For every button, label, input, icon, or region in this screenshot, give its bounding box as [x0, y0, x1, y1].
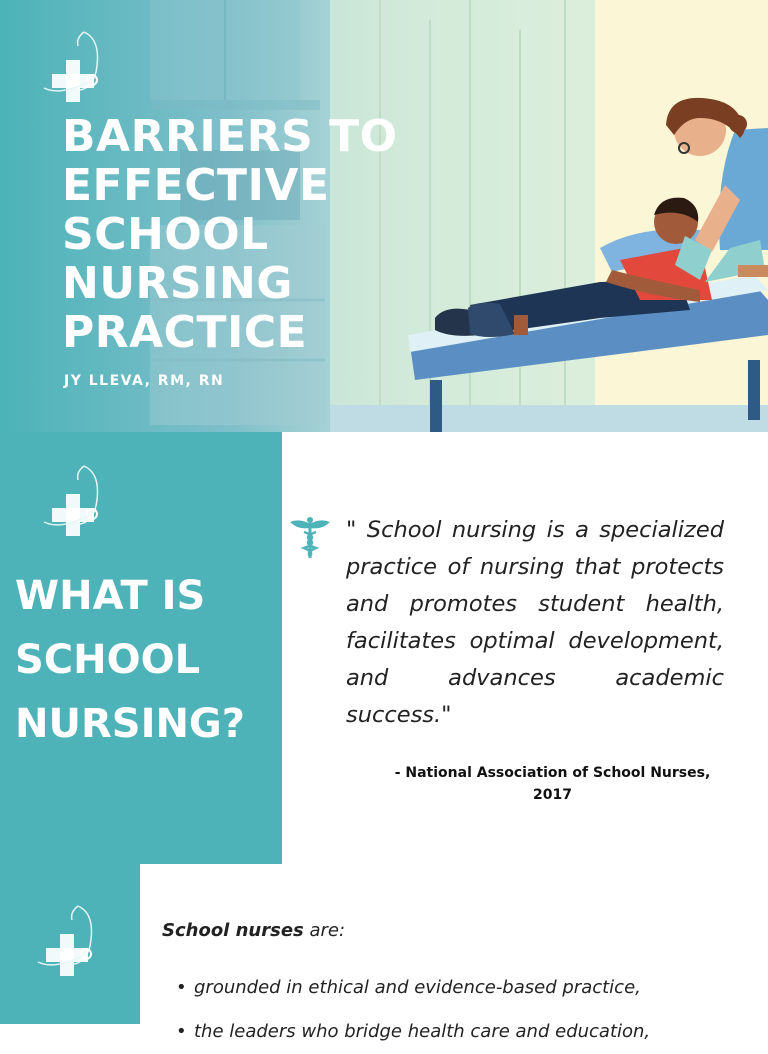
cover-author: JY LLEVA, RM, RN	[64, 373, 225, 389]
school-nurses-intro-rest: are:	[303, 920, 346, 941]
definition-heading-line: SCHOOL	[15, 637, 201, 683]
quote-source-line: 2017	[533, 787, 572, 803]
cover-title-line: SCHOOL	[62, 209, 269, 260]
school-nurses-intro	[162, 920, 345, 941]
quote-line: and promotes student health,	[346, 591, 724, 617]
school-nurses-side-panel	[0, 864, 140, 1024]
quote-line: and advances academic	[346, 665, 724, 691]
medical-cross-stethoscope-icon	[34, 900, 100, 978]
list-item: • grounded in ethical and evidence-based practice,	[176, 966, 650, 1010]
cover-title-line: EFFECTIVE	[62, 160, 330, 211]
school-nurses-slide	[0, 864, 768, 1042]
quote-line: facilitates optimal development,	[346, 628, 724, 654]
school-nurses-list	[176, 966, 650, 1054]
definition-heading-line: WHAT IS	[15, 573, 206, 619]
definition-side-panel	[0, 432, 282, 864]
definition-slide	[0, 432, 768, 864]
cover-title-line: NURSING	[62, 258, 293, 309]
quote-source	[380, 762, 725, 806]
school-nurses-intro-bold: School nurses	[162, 920, 304, 941]
cover-title	[62, 112, 402, 357]
cover-title-line: PRACTICE	[62, 307, 308, 358]
quote-line: success."	[346, 702, 452, 728]
list-item: • the leaders who bridge health care and education,	[176, 1010, 650, 1054]
medical-cross-stethoscope-icon	[40, 460, 106, 538]
definition-quote	[346, 512, 724, 734]
cover-slide	[0, 0, 768, 432]
quote-line: practice of nursing that protects	[346, 554, 724, 580]
caduceus-icon	[288, 516, 332, 560]
quote-line: " School nursing is a specialized	[346, 517, 724, 543]
medical-cross-stethoscope-icon	[40, 26, 106, 104]
definition-heading-line: NURSING?	[15, 701, 245, 747]
definition-heading	[15, 564, 245, 756]
cover-title-line: BARRIERS TO	[62, 111, 398, 162]
quote-source-line: - National Association of School Nurses,	[394, 765, 711, 781]
